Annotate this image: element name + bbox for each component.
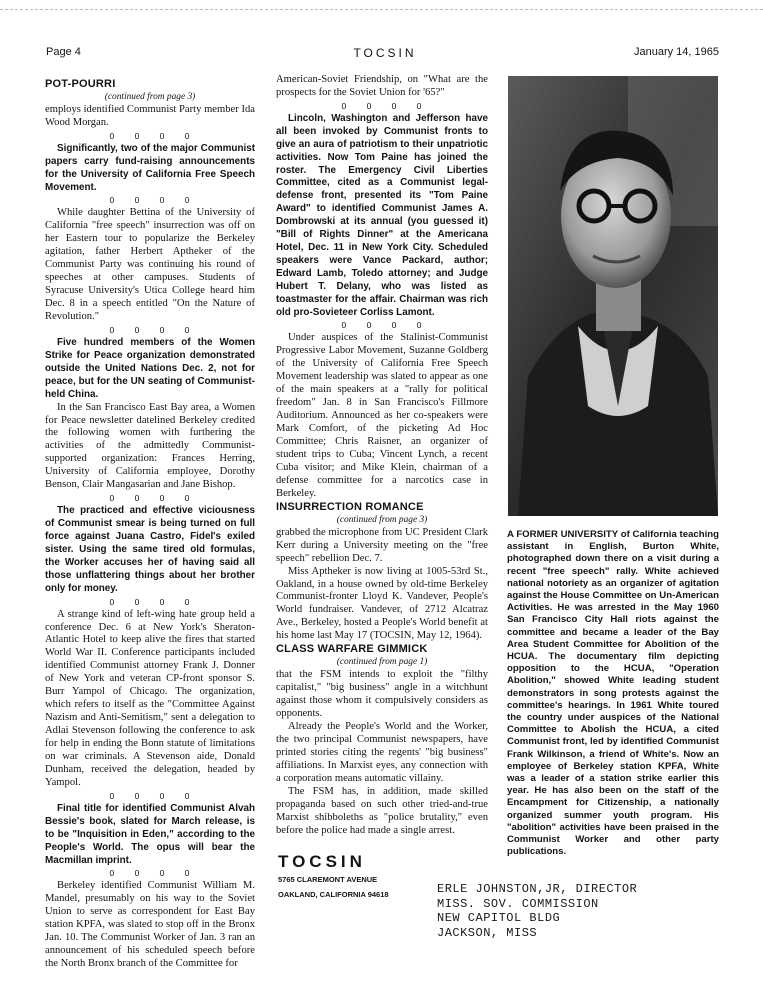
paragraph: A strange kind of left-wing hate group held a conference Dec. 6 at New York's Sheraton-Atlantic Hotel to keep alive the fires that started World War II. Conference participants included identified Communist attorney Frank J. Donner of New York and veteran CP-front sponsor S. Burr Yampol of Chicago. The organization, which refers to itself as the "Committee Against Nazism and Anti-Semitism," sent a delegation to Adlai Stevenson following the conference to ask for help in ending the Bonn statute of limitations on war criminals. A Stevenson aide, Donald Dunham, received the delegation, headed by Yampol. <box>45 608 255 788</box>
footer-masthead <box>278 852 389 902</box>
item-separator: 0 0 0 0 <box>109 868 199 879</box>
footer-title: TOCSIN <box>278 852 366 871</box>
section-heading: POT-POURRI <box>45 78 116 90</box>
paragraph: The FSM has, in addition, made skilled propaganda based on such other tried-and-true Marxist shibboleths as "police brutality," even before the police had made a single arrest. <box>276 785 488 836</box>
continued-note: (continued from page 3) <box>336 514 428 525</box>
stamp-line: MISS. SOV. COMMISSION <box>437 896 599 911</box>
stamp-line: ERLE JOHNSTON,JR, DIRECTOR <box>437 882 638 896</box>
item-separator: 0 0 0 0 <box>341 320 431 331</box>
section-heading: INSURRECTION ROMANCE <box>276 500 424 513</box>
column-3-caption <box>507 529 719 858</box>
paragraph: Already the People's World and the Worker, the two principal Communist newspapers, have printed stories citing the regents' "big business" affiliations. In Marxist eyes, any connection with a corporation means automatic villainy. <box>276 721 488 784</box>
paragraph: Under auspices of the Stalinist-Communist Progressive Labor Movement, Suzanne Goldberg of the University of California Free Speech Movement leadership was slated to appear as one of the main speakers at a "rally for political freedom" Jan. 8 in San Francisco's Fillmore Auditorium. Announced as her co-speakers were Mark Comfort, of the picketing Ad Hoc Committee; Chris Raisner, an organizer of student trips to Cuba; Vincent Lynch, a recent Cuba visitor; and Mike Klein, chairman of a defense committee for a narcotics case in Berkeley. <box>276 332 488 499</box>
issue-date: January 14, 1965 <box>633 46 719 58</box>
address-stamp <box>437 882 637 940</box>
scan-top-edge <box>0 0 763 10</box>
footer-address-city: OAKLAND, CALIFORNIA 94618 <box>278 890 389 899</box>
paragraph: The practiced and effective viciousness of Communist smear is being turned on full force against Juana Castro, Fidel's exiled sister. Using the same tired old formulas, the Worker accuses her of having said all those unflattering things about her brother only for money. <box>45 505 255 594</box>
paragraph: American-Soviet Friendship, on "What are the prospects for the Soviet Union for '65?" <box>276 74 488 98</box>
paragraph: grabbed the microphone from UC President Clark Kerr during a University meeting on the "free speech" rebellion Dec. 7. <box>276 526 488 564</box>
paragraph: In the San Francisco East Bay area, a Women for Peace newsletter datelined Berkeley credited the following women with furthering the activities of the admittedly Communist-supported organization: Frances Herring, University of California employee, Dorothy Benson, Clair Mangasarian and Jane Bishop. <box>45 401 255 491</box>
stamp-line: JACKSON, MISS <box>437 925 538 940</box>
paragraph: Lincoln, Washington and Jefferson have all been invoked by Communist fronts to give an aura of patriotism to their unpatriotic activities. Now Tom Paine has joined the roster. The Emergency Civil Liberties Committee, cited as a Communist legal-defense front, presented its "Tom Paine Award" to identified Communist James A. Dombrowski at its annual (you guessed it) "Bill of Rights Dinner" at the Americana Hotel, Dec. 11 in New York City. Scheduled speakers were Vance Packard, author; Edward Lamb, Toledo attorney; and Judge Hubert T. Delany, who was listed as toastmaster for the affair. Chairman was rich old pro-Sovieteer Corliss Lamont. <box>276 112 488 318</box>
paragraph: Final title for identified Communist Alvah Bessie's book, slated for March release, is to be "Inquisition in Eden," according to the People's World. The opus will bear the Macmillan imprint. <box>45 802 255 866</box>
page-number: Page 4 <box>46 46 81 58</box>
item-separator: 0 0 0 0 <box>109 195 199 206</box>
column-1 <box>45 78 255 971</box>
paragraph: Berkeley identified Communist William M. Mandel, presumably on his way to the Soviet Union to serve as correspondent for East Bay station KPFA, was slated to stop off in the Bronx Jan. 10. The Communist Worker of Jan. 3 ran an announcement of his scheduled speech before the North Bronx branch of the Committee for <box>45 880 255 970</box>
paragraph: employs identified Communist Party member Ida Wood Morgan. <box>45 103 255 128</box>
paragraph: Miss Aptheker is now living at 1005-53rd St., Oakland, in a house owned by old-time Berkeley Communist-fronter Lloyd K. Vandever, People's World fundraiser. Vandever, of 2712 Alcatraz Ave., Berkeley, hosted a People's World benefit at his home last May 17 (TOCSIN, May 12, 1964). <box>276 565 488 642</box>
paragraph: While daughter Bettina of the University of California "free speech" insurrection was off on her Eastern tour to popularize the Berkeley agitation, father Herbert Aptheker of the Communist Party was continuing his round of speeches at other campuses. Students of Syracuse University's Utica College heard him Dec. 8 in a speech entitled "On the Nature of Revolution." <box>45 207 255 323</box>
item-separator: 0 0 0 0 <box>109 596 199 607</box>
portrait-image <box>508 76 718 516</box>
photo-caption: A FORMER UNIVERSITY of California teaching assistant in English, Burton White, photographed down there on a visit during a recent "free speech" rally. White achieved national notoriety as an organizer of agitation against the House Committee on Un-American Activities. He was arrested in the May 1960 San Francisco City Hall riots against the committee and became a leader of the Bay Area Student Committee for Abolition of the HCUA. The documentary film depicting opposition to the HCUA, "Operation Abolition," showed White leading student demonstrators in song protests against the committee's hearings. In 1961 White toured the country under auspices of the National Committee to Abolish the HCUA, a cited Communist front, led by identified Communist Frank Wilkinson, a friend of White's. Now an employee of Berkeley station KPFA, White was a leader of a station strike earlier this year. He has also been on the staff of the Encampment for Citizenship, a nationally organized summer youth program. His "abolition" activities have been praised in the Communist Worker and other party publications. <box>507 529 719 858</box>
section-heading: CLASS WARFARE GIMMICK <box>276 643 428 656</box>
footer-address-street: 5765 CLAREMONT AVENUE <box>278 875 378 884</box>
paragraph: Five hundred members of the Women Strike for Peace organization demonstrated outside the United Nations Dec. 2, not for peace, but for the UN seating of Communist-held China. <box>45 337 255 400</box>
item-separator: 0 0 0 0 <box>109 130 199 141</box>
continued-note: (continued from page 1) <box>336 657 428 668</box>
item-separator: 0 0 0 0 <box>109 790 199 801</box>
photo-burton-white <box>508 76 718 516</box>
continued-note: (continued from page 3) <box>104 91 196 102</box>
item-separator: 0 0 0 0 <box>109 493 199 504</box>
masthead: TOCSIN <box>353 46 417 60</box>
stamp-line: NEW CAPITOL BLDG <box>437 911 561 925</box>
item-separator: 0 0 0 0 <box>109 325 199 336</box>
column-2 <box>276 74 488 838</box>
item-separator: 0 0 0 0 <box>341 100 431 111</box>
paragraph: that the FSM intends to exploit the "filthy capitalist," "big business" angle in a witchhunt against those whom it compulsively considers as opponents. <box>276 669 488 720</box>
paragraph: Significantly, two of the major Communist papers carry fund-raising announcements for the University of California Free Speech Movement. <box>45 142 255 193</box>
